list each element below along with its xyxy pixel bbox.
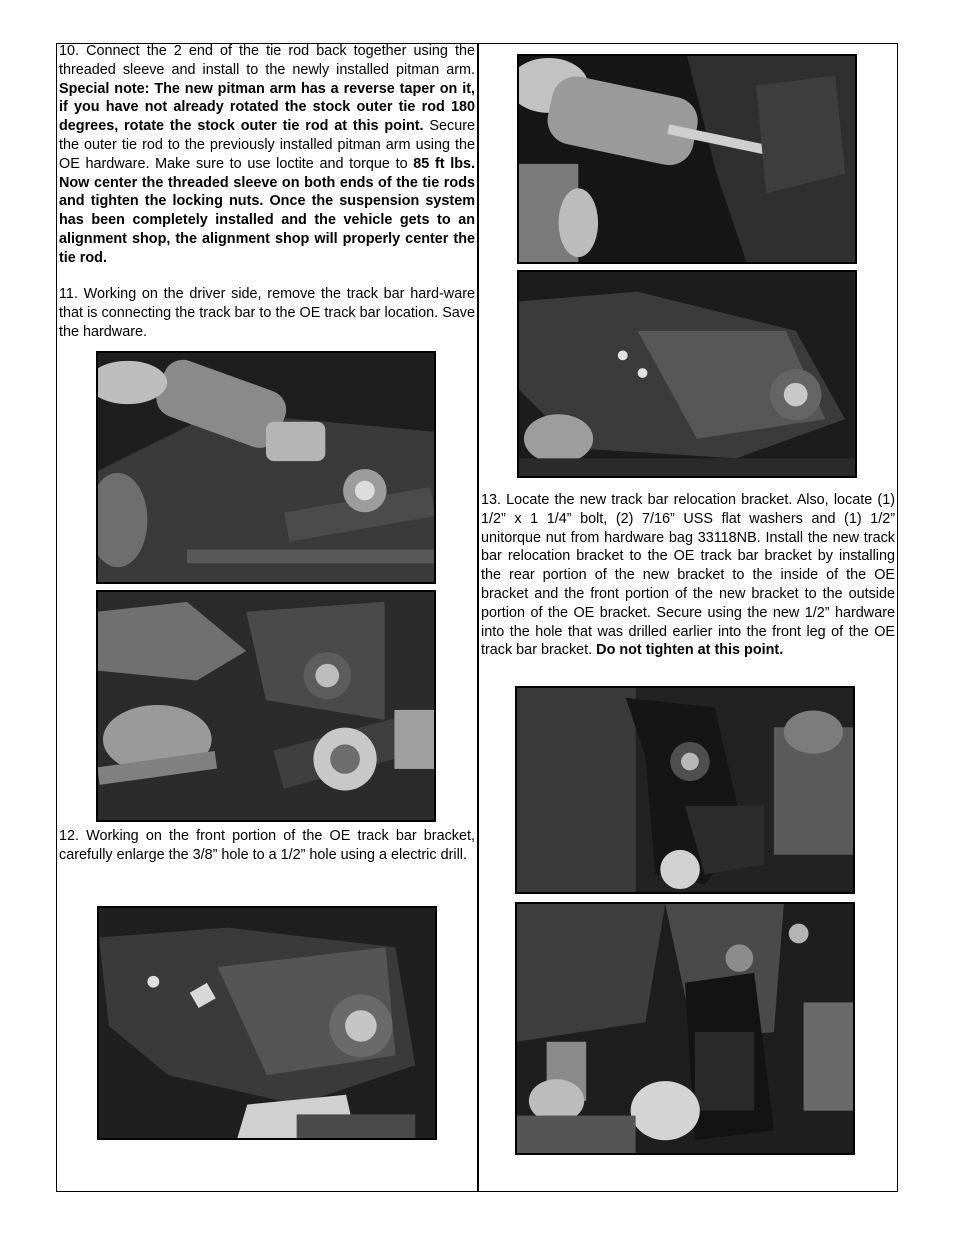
photo-drilling-bracket: [517, 54, 857, 264]
photo-oe-bracket-hole: [97, 906, 437, 1140]
photo-track-bar-removal: [96, 351, 436, 584]
photo-hardware-install: [515, 902, 855, 1155]
photo-track-bar-disconnected: [96, 590, 436, 822]
photo-relocation-bracket: [515, 686, 855, 894]
step12-text: 12. Working on the front portion of the OE track bar bracket, carefully enlarge the 3/8” hole to a 1/2” hole using a electric drill.: [59, 828, 475, 863]
step10-text: 10. Connect the 2 end of the tie rod back together using the threaded sleeve and install to the newly installed pitman arm. Special note: The new pitman arm has a reverse taper on it, if you have not already rotated the stock outer tie rod 180 degrees, rotate the stock outer tie rod at this point. Secure the outer tie rod to the previously installed pitman arm using the OE hardware. Make sure to use loctite and torque to 85 ft lbs. Now center the threaded sleeve on both ends of the tie rods and tighten the locking nuts. Once the suspension system has been completely installed and the vehicle gets to an alignment shop, the alignment shop will properly center the tie rod.: [59, 43, 476, 266]
step13-text: 13. Locate the new track bar relocation bracket. Also, locate (1) 1/2” x 1 1/4” bolt, (2) 7/16” USS flat washers and (1) 1/2” unitorque nut from hardware bag 33118NB. Install the new track bar relocation bracket to the OE track bar bracket by installing the rear portion of the new bracket to the inside of the OE bracket and the front portion of the new bracket to the outside portion of the OE bracket. Secure using the new 1/2” hardware into the hole that was drilled earlier into the front leg of the OE track bar bracket. Do not tighten at this point.: [481, 492, 895, 659]
step11-text: 11. Working on the driver side, remove the track bar hard-ware that is connecting the track bar to the OE track bar location. Save the hardware.: [59, 286, 475, 340]
photo-enlarged-hole: [517, 270, 857, 478]
